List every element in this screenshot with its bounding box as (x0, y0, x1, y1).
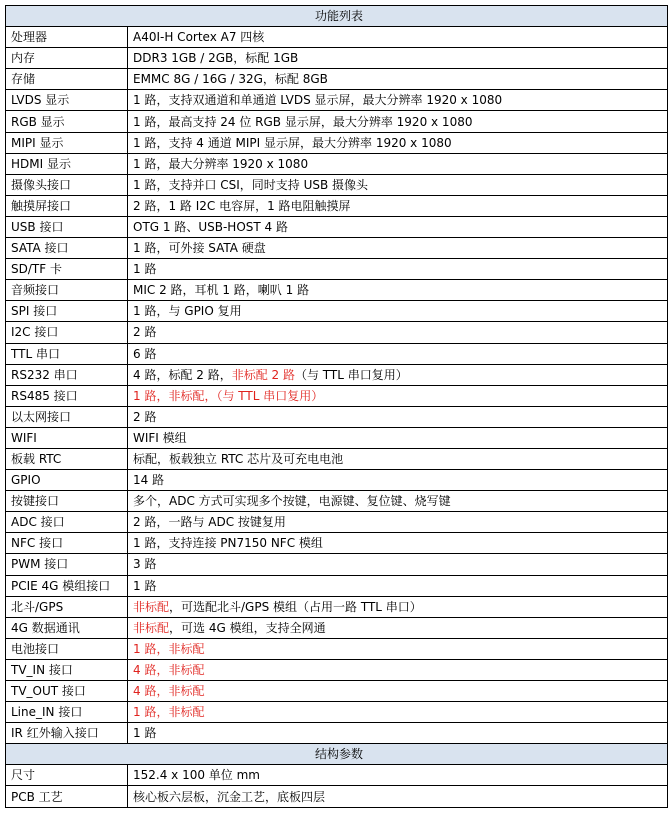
highlight-text: 1 路，非标配 (133, 641, 205, 656)
row-label: 音频接口 (6, 280, 128, 301)
row-label: 摄像头接口 (6, 174, 128, 195)
row-value (128, 786, 668, 807)
row-value (128, 765, 668, 786)
row-label: SPI 接口 (6, 301, 128, 322)
table-row (6, 48, 668, 69)
row-value (128, 69, 668, 90)
table-row (6, 238, 668, 259)
row-label: MIPI 显示 (6, 132, 128, 153)
row-label: SD/TF 卡 (6, 259, 128, 280)
row-value (128, 427, 668, 448)
row-value (128, 343, 668, 364)
value-text: 1 路 (133, 578, 157, 593)
section-title: 结构参数 (6, 744, 668, 765)
row-value (128, 301, 668, 322)
row-value (128, 280, 668, 301)
value-text: 1 路，支持连接 PN7150 NFC 模组 (133, 536, 323, 551)
table-row (6, 786, 668, 807)
row-label: TV_OUT 接口 (6, 681, 128, 702)
row-value (128, 48, 668, 69)
value-text: 1 路，支持 4 通道 MIPI 显示屏，最大分辨率 1920 x 1080 (133, 135, 452, 150)
row-label: USB 接口 (6, 216, 128, 237)
row-label: TTL 串口 (6, 343, 128, 364)
value-text: 152.4 x 100 单位 mm (133, 768, 260, 783)
row-value (128, 681, 668, 702)
highlight-text: 非标配 2 路 (231, 367, 295, 382)
row-value (128, 27, 668, 48)
row-value (128, 153, 668, 174)
value-text: 1 路，与 GPIO 复用 (133, 304, 242, 319)
row-value (128, 554, 668, 575)
row-label: I2C 接口 (6, 322, 128, 343)
row-label: 处理器 (6, 27, 128, 48)
row-label: 按键接口 (6, 491, 128, 512)
value-text: 2 路，1 路 I2C 电容屏，1 路电阻触摸屏 (133, 198, 351, 213)
value-text: 核心板六层板，沉金工艺，底板四层 (133, 789, 326, 804)
table-row (6, 111, 668, 132)
row-value (128, 596, 668, 617)
row-label: PCB 工艺 (6, 786, 128, 807)
row-label: ADC 接口 (6, 512, 128, 533)
table-row (6, 575, 668, 596)
row-value (128, 723, 668, 744)
row-value (128, 385, 668, 406)
row-value (128, 132, 668, 153)
value-text: 1 路，最高支持 24 位 RGB 显示屏，最大分辨率 1920 x 1080 (133, 114, 473, 129)
row-label: 尺寸 (6, 765, 128, 786)
highlight-text: 非标配 (133, 620, 170, 635)
row-label: NFC 接口 (6, 533, 128, 554)
value-text: A40I-H Cortex A7 四核 (133, 30, 265, 45)
table-row (6, 259, 668, 280)
row-label: RS232 串口 (6, 364, 128, 385)
row-label: IR 红外输入接口 (6, 723, 128, 744)
value-text: ，可选 4G 模组，支持全网通 (169, 620, 326, 635)
value-text: 4 路，标配 2 路， (133, 367, 232, 382)
table-row (6, 512, 668, 533)
value-text: DDR3 1GB / 2GB，标配 1GB (133, 51, 299, 66)
row-label: GPIO (6, 470, 128, 491)
row-value (128, 448, 668, 469)
table-row (6, 491, 668, 512)
table-row (6, 364, 668, 385)
table-row (6, 69, 668, 90)
row-label: 触摸屏接口 (6, 195, 128, 216)
table-row (6, 723, 668, 744)
row-label: WIFI (6, 427, 128, 448)
table-row (6, 681, 668, 702)
row-label: TV_IN 接口 (6, 659, 128, 680)
table-row (6, 596, 668, 617)
table-row (6, 301, 668, 322)
row-label: 北斗/GPS (6, 596, 128, 617)
row-value (128, 659, 668, 680)
table-row (6, 659, 668, 680)
row-label: RGB 显示 (6, 111, 128, 132)
value-text: 2 路 (133, 325, 157, 340)
value-text: 2 路 (133, 409, 157, 424)
table-row (6, 322, 668, 343)
row-label: 内存 (6, 48, 128, 69)
value-text: MIC 2 路，耳机 1 路，喇叭 1 路 (133, 283, 310, 298)
row-value (128, 406, 668, 427)
section-header-row (6, 744, 668, 765)
value-text: ，可选配北斗/GPS 模组（占用一路 TTL 串口） (169, 599, 422, 614)
table-row (6, 90, 668, 111)
table-row (6, 406, 668, 427)
table-row (6, 533, 668, 554)
value-text: 1 路，最大分辨率 1920 x 1080 (133, 156, 309, 171)
table-row (6, 174, 668, 195)
spec-table (5, 5, 668, 808)
table-row (6, 470, 668, 491)
row-label: RS485 接口 (6, 385, 128, 406)
table-row (6, 280, 668, 301)
row-value (128, 512, 668, 533)
row-value (128, 111, 668, 132)
table-row (6, 702, 668, 723)
row-value (128, 617, 668, 638)
value-text: 1 路 (133, 726, 157, 741)
table-row (6, 132, 668, 153)
row-label: 以太网接口 (6, 406, 128, 427)
row-value (128, 322, 668, 343)
value-text: 1 路，可外接 SATA 硬盘 (133, 241, 266, 256)
row-value (128, 216, 668, 237)
value-text: WIFI 模组 (133, 430, 187, 445)
row-label: HDMI 显示 (6, 153, 128, 174)
row-label: Line_IN 接口 (6, 702, 128, 723)
row-label: 存储 (6, 69, 128, 90)
table-row (6, 343, 668, 364)
table-row (6, 27, 668, 48)
section-header-row (6, 6, 668, 27)
row-value (128, 638, 668, 659)
highlight-text: 非标配 (133, 599, 170, 614)
table-row (6, 385, 668, 406)
row-label: 板载 RTC (6, 448, 128, 469)
value-text: 1 路，支持双通道和单通道 LVDS 显示屏，最大分辨率 1920 x 1080 (133, 93, 503, 108)
table-row (6, 765, 668, 786)
row-label: PCIE 4G 模组接口 (6, 575, 128, 596)
value-text: 6 路 (133, 346, 157, 361)
value-text: 3 路 (133, 557, 157, 572)
row-value (128, 575, 668, 596)
row-value (128, 533, 668, 554)
value-text: 14 路 (133, 473, 165, 488)
value-text: （与 TTL 串口复用） (294, 367, 408, 382)
row-value (128, 238, 668, 259)
table-row (6, 153, 668, 174)
table-row (6, 554, 668, 575)
highlight-text: 1 路，非标配，（与 TTL 串口复用） (133, 388, 324, 403)
row-value (128, 195, 668, 216)
value-text: 1 路，支持并口 CSI，同时支持 USB 摄像头 (133, 177, 369, 192)
value-text: 1 路 (133, 262, 157, 277)
row-label: SATA 接口 (6, 238, 128, 259)
row-label: PWM 接口 (6, 554, 128, 575)
table-row (6, 427, 668, 448)
table-row (6, 617, 668, 638)
row-label: 4G 数据通讯 (6, 617, 128, 638)
row-value (128, 491, 668, 512)
highlight-text: 4 路，非标配 (133, 662, 205, 677)
highlight-text: 4 路，非标配 (133, 684, 205, 699)
row-label: LVDS 显示 (6, 90, 128, 111)
value-text: 标配，板载独立 RTC 芯片及可充电电池 (133, 452, 344, 467)
row-value (128, 470, 668, 491)
highlight-text: 1 路，非标配 (133, 705, 205, 720)
table-row (6, 448, 668, 469)
value-text: OTG 1 路、USB-HOST 4 路 (133, 219, 288, 234)
value-text: EMMC 8G / 16G / 32G，标配 8GB (133, 72, 328, 87)
value-text: 2 路，一路与 ADC 按键复用 (133, 515, 286, 530)
row-value (128, 174, 668, 195)
section-title: 功能列表 (6, 6, 668, 27)
row-value (128, 702, 668, 723)
row-value (128, 90, 668, 111)
table-row (6, 195, 668, 216)
table-row (6, 638, 668, 659)
table-row (6, 216, 668, 237)
row-label: 电池接口 (6, 638, 128, 659)
value-text: 多个，ADC 方式可实现多个按键，电源键、复位键、烧写键 (133, 494, 451, 509)
row-value (128, 364, 668, 385)
row-value (128, 259, 668, 280)
